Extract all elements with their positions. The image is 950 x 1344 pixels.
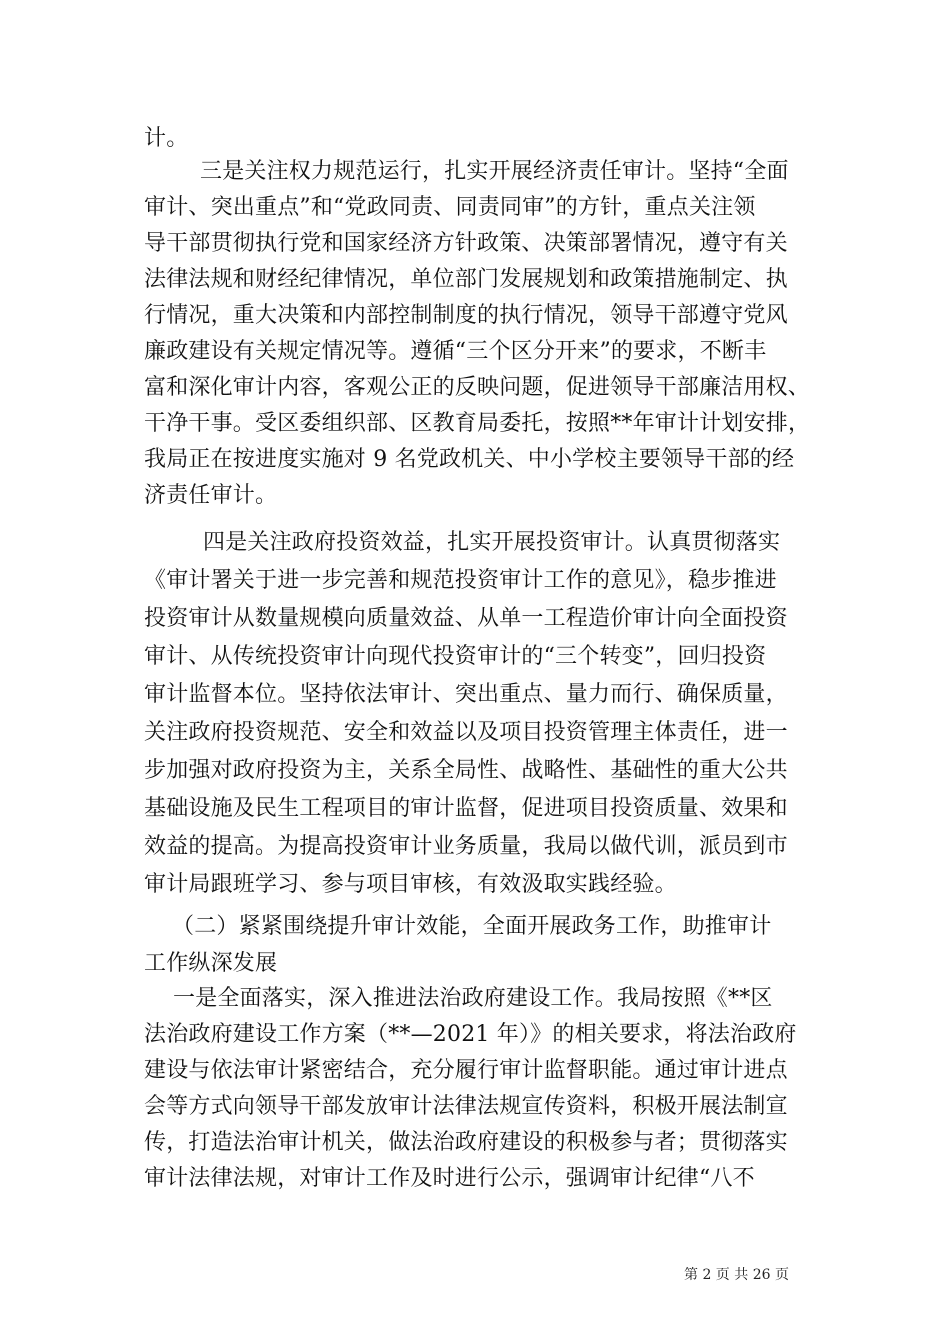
section-heading-line: 工作纵深发展 bbox=[144, 951, 278, 976]
text-line: 四是关注政府投资效益，扎实开展投资审计。认真贯彻落实 bbox=[203, 530, 781, 555]
text-line: 法治政府建设工作方案（**—2021 年）》的相关要求，将法治政府 bbox=[144, 1022, 797, 1047]
text-line: 步加强对政府投资为主，关系全局性、战略性、基础性的重大公共 bbox=[144, 758, 788, 783]
text-line: 《审计署关于进一步完善和规范投资审计工作的意见》，稳步推进 bbox=[144, 568, 777, 593]
text-line: 基础设施及民生工程项目的审计监督，促进项目投资质量、效果和 bbox=[144, 796, 788, 821]
text-line: 富和深化审计内容，客观公正的反映问题，促进领导干部廉洁用权、 bbox=[144, 375, 811, 400]
section-heading-line: （二）紧紧围绕提升审计效能，全面开展政务工作，助推审计 bbox=[172, 914, 772, 939]
text-line: 法律法规和财经纪律情况，单位部门发展规划和政策措施制定、执 bbox=[144, 267, 788, 292]
text-line: 建设与依法审计紧密结合，充分履行审计监督职能。通过审计进点 bbox=[144, 1058, 788, 1083]
text-line: 计。 bbox=[144, 126, 189, 151]
text-line: 我局正在按进度实施对 9 名党政机关、中小学校主要领导干部的经 bbox=[144, 447, 795, 472]
text-line: 行情况，重大决策和内部控制制度的执行情况，领导干部遵守党风 bbox=[144, 303, 788, 328]
text-line: 审计局跟班学习、参与项目审核，有效汲取实践经验。 bbox=[144, 872, 677, 897]
text-line: 关注政府投资规范、安全和效益以及项目投资管理主体责任，进一 bbox=[144, 720, 788, 745]
text-line: 效益的提高。为提高投资审计业务质量，我局以做代训，派员到市 bbox=[144, 834, 788, 859]
text-line: 传，打造法治审计机关，做法治政府建设的积极参与者；贯彻落实 bbox=[144, 1130, 788, 1155]
page-number-footer: 第 2 页 共 26 页 bbox=[684, 1267, 789, 1283]
text-line: 审计、突出重点”和“党政同责、同责同审”的方针，重点关注领 bbox=[144, 195, 756, 220]
text-line: 导干部贯彻执行党和国家经济方针政策、决策部署情况，遵守有关 bbox=[144, 231, 788, 256]
text-line: 审计监督本位。坚持依法审计、突出重点、量力而行、确保质量， bbox=[144, 682, 788, 707]
text-line: 济责任审计。 bbox=[144, 483, 278, 508]
text-line: 三是关注权力规范运行，扎实开展经济责任审计。坚持“全面 bbox=[200, 159, 789, 184]
text-line: 廉政建设有关规定情况等。遵循“三个区分开来”的要求，不断丰 bbox=[144, 339, 767, 364]
text-line: 投资审计从数量规模向质量效益、从单一工程造价审计向全面投资 bbox=[144, 606, 788, 631]
text-line: 干净干事。受区委组织部、区教育局委托，按照**年审计计划安排， bbox=[144, 411, 811, 436]
text-line: 会等方式向领导干部发放审计法律法规宣传资料，积极开展法制宣 bbox=[144, 1094, 788, 1119]
text-line: 一是全面落实，深入推进法治政府建设工作。我局按照《**区 bbox=[173, 986, 773, 1011]
text-line: 审计法律法规，对审计工作及时进行公示，强调审计纪律“八不 bbox=[144, 1166, 755, 1191]
text-line: 审计、从传统投资审计向现代投资审计的“三个转变”，回归投资 bbox=[144, 644, 767, 669]
